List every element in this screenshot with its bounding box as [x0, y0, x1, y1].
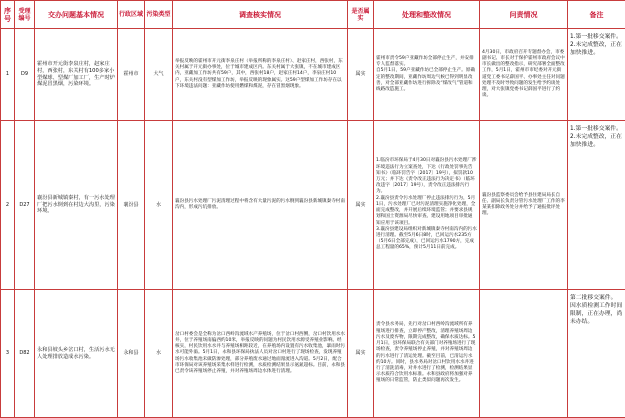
cell-region: 霍州市 [118, 29, 145, 121]
cell-region: 永和县 [118, 290, 145, 418]
cell-region: 襄汾县 [118, 121, 145, 290]
cell-pollution-type: 水 [145, 290, 173, 418]
header-seq: 序号 [1, 1, 15, 29]
cell-remarks: 1.第一批移交案件。 2.未完成整改，正在加快推进。 [568, 29, 625, 121]
cell-accountability: 4月30日，市政府召开专题督办会，市委副书记、市长对于保护霍州市政府会议中市长做出的整改指示，研究部署全面整改工作，5月1日，霍州市市纪委对开元街道党工委书记薛国平、办事处主任对问题处理不及时导致问题的发生给予约谈处理，对大张镇党委书记薛国平进行了约谈。 [480, 29, 568, 121]
cell-accountability: 襄汾县监察委员会给予县住建局局长自任、副局长负责分管污水处理厂工作的李某某扣除政务处分并给予了通报批评处理。 [480, 121, 568, 290]
cell-case-no: D27 [15, 121, 35, 290]
cell-investigation: 襄汾县污水处理厂污泥清理过程中将含有大量污泥的污水倒到襄汾县新城镇秦寺村南沟内，形成污坑排放。 [173, 121, 348, 290]
cell-is-true: 属实 [348, 29, 374, 121]
table-row [1, 121, 625, 290]
cell-pollution-type: 大气 [145, 29, 173, 121]
header-case-no: 受理编号 [15, 1, 35, 29]
table-row [1, 29, 625, 121]
header-pollution-type: 污染类型 [145, 1, 173, 29]
cell-handling: 责令县水务局，先行对岔口村西岭沟流域所有养殖场进行排查，立即停产整改，清理养殖场周边污水及废弃物，限期完成整改，确保水质达标。5月1日，县环保局联合有关部门对养殖场进行了现场检查，责令养殖场停止养殖，并对养殖场周边的污水进行了清运处理。截至目前，已清运污水约10方。同时，县水务局对岔口村饮用水水井进行了清洗消毒，对井水进行了检测，检测结果显示水质符合饮用水标准。永和县政府将加强对养殖场的日常监管，防止类似问题再次发生。 [374, 290, 480, 418]
cell-investigation: 举报反映的霍州市开元街李泉庄村（举报所称的李泉庄村）、赵家庄村，西张村，东关村属于开元街办事处，位于城市建成区内。东关村属于大张镇，不在城市建成区内，亚藏加工作坊共有59户，其中，西张村18户，赵家庄村14户，李泉庄村10户，东关村没有型煤加工作坊，举报反映的现象属实。这59户型煤加工作坊存在以下环境违法问题：亚藏作坊使用燃煤和煤泥，存在冒黑烟现象。 [173, 29, 348, 121]
header-accountability: 问责情况 [480, 1, 568, 29]
cell-investigation: 岔口村委会是全称为岔口西岭沟流域水产养殖场，位于岔口村西侧，岔口村饮用水水井，位于养殖场南偏西约10米，举报反映的问题为村民饮用水源受养殖业影响。经核实，村民饮用水水井与养殖场相距较近，在养殖场内设置有污水收集池，暴雨时污水可能外溢。5月1日，永和县环保局执法人员对岔口村进行了现场检查，发现养殖场污水收集池未做防渗处理，部分养殖废水通过地面漫流进入沟道。5月2日，配合市环保局对该养殖场采集水样进行检测，水质检测结果显示氨氮超标。目前，永和县已责令该养殖场停止养殖，并对养殖场周边水体进行清理。 [173, 290, 348, 418]
header-report-basic: 交办问题基本情况 [35, 1, 118, 29]
header-handling: 处理和整改情况 [374, 1, 480, 29]
header-row [1, 1, 625, 29]
cell-pollution-type: 水 [145, 121, 173, 290]
cell-case-no: D9 [15, 29, 35, 121]
cell-remarks: 第二批移交案件。 因水质检测工作时间限制，正在办理，尚未办结。 [568, 290, 625, 418]
cell-case-no: D82 [15, 290, 35, 418]
header-remarks: 备注 [568, 1, 625, 29]
cell-report-basic: 霍州市开元街李泉庄村，赵家庄村，西张村，东关村有100多家小型煤球、型煤厂加工厂，生产时炉煤泥冒黑烟，污染环境。 [35, 29, 118, 121]
cell-remarks: 1.第一批移交案件。 2.未完成整改，正在加快推进。 [568, 121, 625, 290]
header-investigation: 调查核实情况 [173, 1, 348, 29]
cell-accountability [480, 290, 568, 418]
header-region: 行政区域 [118, 1, 145, 29]
cell-seq: 1 [1, 29, 15, 121]
cell-seq: 3 [1, 290, 15, 418]
cell-handling: 霍州市责令59户亚藏作坊全部停止生产，并安排专人监督落实。 自5月1日，59户亚藏作坊已全部停止生产。原确定的整改期间，亚藏作坊周边气候已得到明显改善，对全部亚藏作坊进行拆除及“煤改气”管道和线路改造施工。 [374, 29, 480, 121]
table-row [1, 290, 625, 418]
cell-report-basic: 永和县坡头乡岔口村，生活污水无人处理排放造成水污染。 [35, 290, 118, 418]
cell-is-true: 属实 [348, 290, 374, 418]
cell-report-basic: 襄汾县新城镇秦村，有一污水处理厂把污水倒到在村边大沟里，污染环境。 [35, 121, 118, 290]
cell-handling: 1.临汾市环保局于4月30日对襄汾县污水处理厂涉环境违法行为立案查处，下达《行政处罚事先告知书》（临环罚告字〔2017〕19号），拟罚款10万元；并下达《责令改正违法行为决定书》（临环改违字〔2017〕19号），责令改正违法排污行为。 2.襄汾县责令污水处理厂停止违法排污行为，5月1日，污水处理厂已对污泥清理实施净化处理，全面完成整改，并开展后续环境监管；并要求县规划和国土资源局尽快审查、建设用地项目审批通知应用于该项目。 3.襄汾县建设局组织对新城镇秦寺村南沟内的污水进行清理。截至5月6日8时，已回运污水235方（5月6日全部完成），已回运污水1790方，完成总工程量的65%，预计5月11日前完成。 [374, 121, 480, 290]
cell-is-true: 属实 [348, 121, 374, 290]
cell-seq: 2 [1, 121, 15, 290]
header-is-true: 是否属实 [348, 1, 374, 29]
